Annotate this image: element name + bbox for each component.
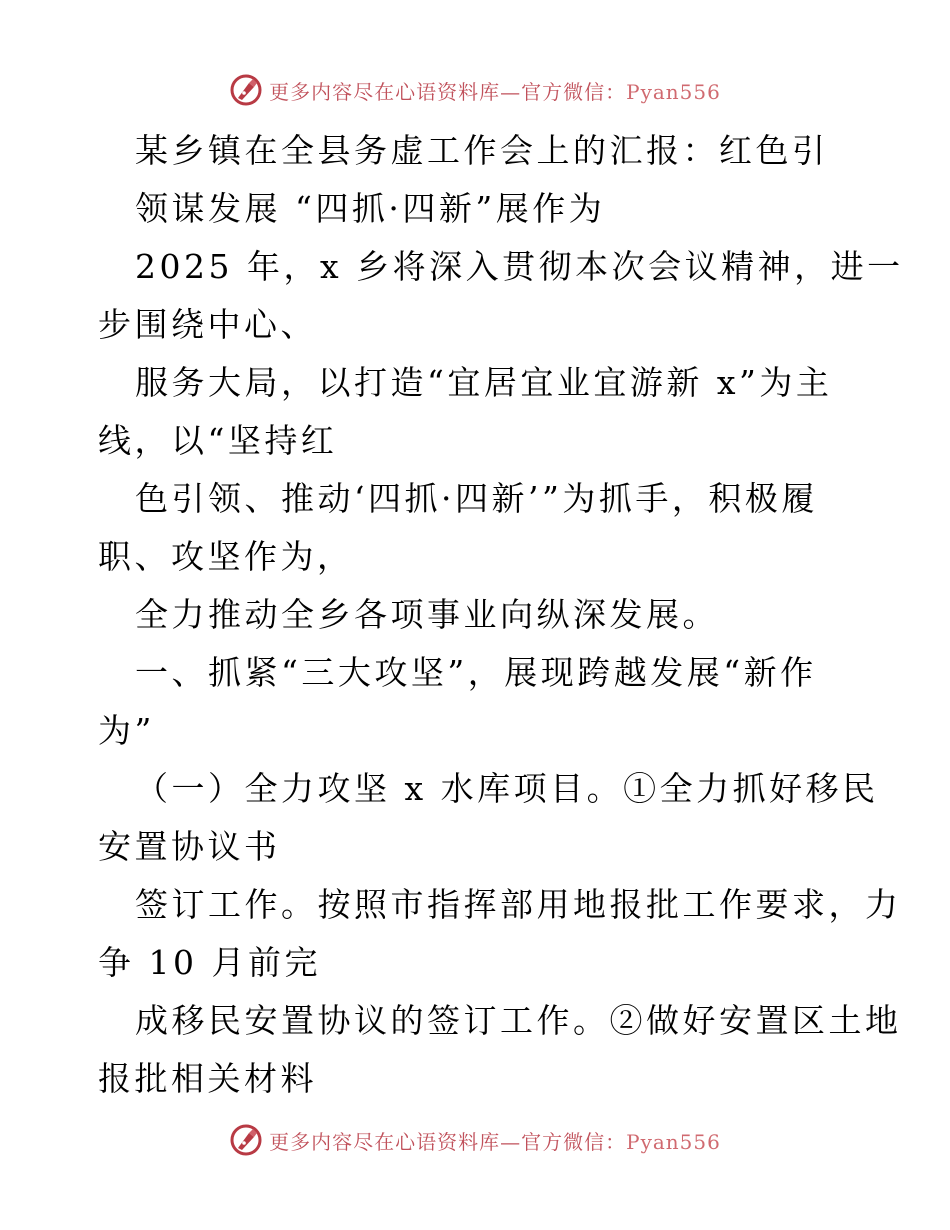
- doc-line: 安置协议书: [98, 827, 281, 866]
- header-banner-text: [269, 76, 721, 105]
- doc-line: 一、抓紧“三大攻坚”，展现跨越发展“新作: [135, 653, 817, 692]
- footer-banner: [0, 1120, 950, 1160]
- doc-line: 签订工作。按照市指挥部用地报批工作要求，力: [135, 885, 902, 924]
- header-banner-inner: [229, 73, 721, 107]
- doc-line: 色引领、推动‘四抓·四新’”为抓手，积极履: [135, 479, 818, 518]
- footer-wechat-id: Pyan556: [626, 1129, 721, 1154]
- doc-line: （一）全力攻坚 x 水库项目。①全力抓好移民: [135, 769, 879, 808]
- header-banner: [0, 70, 950, 110]
- doc-line: 服务大局，以打造“宜居宜业宜游新 x”为主: [135, 363, 833, 402]
- doc-line: 某乡镇在全县务虚工作会上的汇报：红色引: [135, 131, 829, 170]
- doc-line: 全力推动全乡各项事业向纵深发展。: [135, 595, 719, 634]
- header-banner-label: 更多内容尽在心语资料库—官方微信：: [269, 79, 627, 104]
- pen-nib-logo-icon: [229, 73, 263, 107]
- doc-line: 2025 年，x 乡将深入贯彻本次会议精神，进一: [135, 247, 904, 286]
- doc-line: 领谋发展 “四抓·四新”展作为: [135, 189, 606, 228]
- doc-line: 报批相关材料: [98, 1059, 317, 1098]
- doc-line: 步围绕中心、: [98, 305, 317, 344]
- footer-banner-inner: [229, 1123, 721, 1157]
- doc-line: 为”: [98, 711, 155, 750]
- pen-nib-logo-icon: [229, 1123, 263, 1157]
- footer-banner-label: 更多内容尽在心语资料库—官方微信：: [269, 1129, 627, 1154]
- doc-line: 线，以“坚持红: [98, 421, 338, 460]
- doc-line: 成移民安置协议的签订工作。②做好安置区土地: [135, 1001, 902, 1040]
- doc-line: 争 10 月前完: [98, 943, 321, 982]
- header-wechat-id: Pyan556: [626, 79, 721, 104]
- footer-banner-text: [269, 1126, 721, 1155]
- doc-line: 职、攻坚作为，: [98, 537, 354, 576]
- document-body: [98, 122, 904, 1108]
